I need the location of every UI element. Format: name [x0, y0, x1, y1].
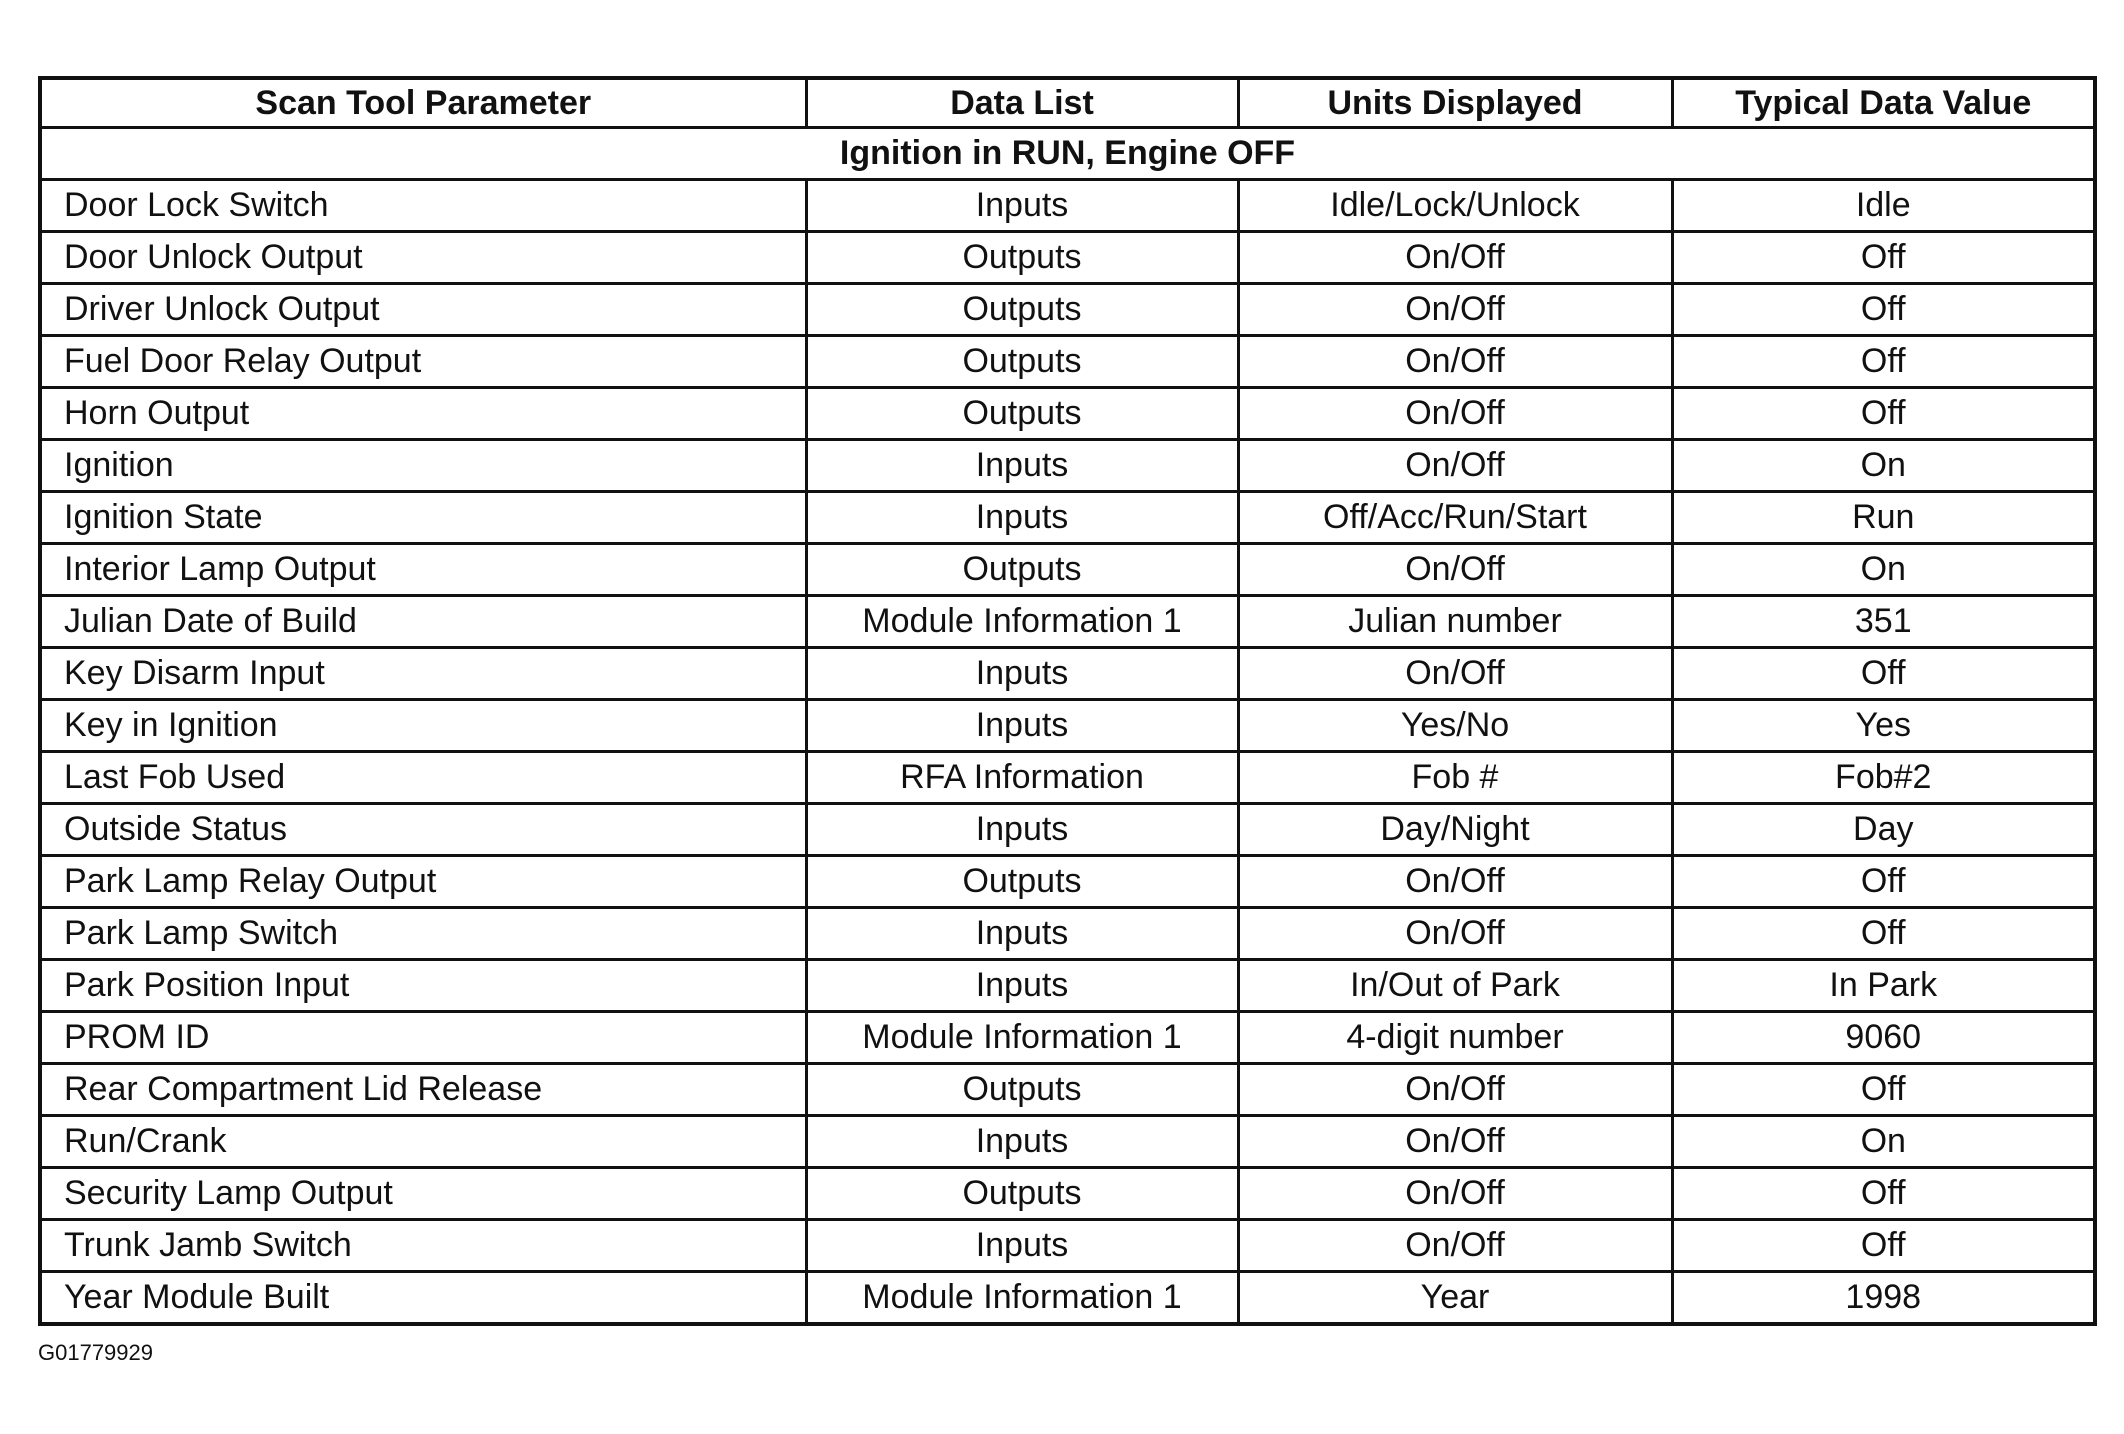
cell-typical-value: Off	[1672, 908, 2095, 960]
table-row	[40, 648, 2095, 700]
table-row	[40, 1220, 2095, 1272]
table-row	[40, 1272, 2095, 1325]
cell-parameter: Park Position Input	[40, 960, 806, 1012]
cell-data-list: Inputs	[806, 440, 1238, 492]
cell-data-list: Outputs	[806, 232, 1238, 284]
table-row	[40, 1012, 2095, 1064]
table-body	[40, 128, 2095, 1325]
header-typical-data-value: Typical Data Value	[1672, 78, 2095, 128]
cell-data-list: Inputs	[806, 648, 1238, 700]
table-row	[40, 388, 2095, 440]
cell-parameter: Outside Status	[40, 804, 806, 856]
table-row	[40, 700, 2095, 752]
cell-units: On/Off	[1238, 908, 1672, 960]
cell-units: On/Off	[1238, 1116, 1672, 1168]
cell-units: Idle/Lock/Unlock	[1238, 180, 1672, 232]
cell-typical-value: Off	[1672, 232, 2095, 284]
table-row	[40, 492, 2095, 544]
cell-typical-value: In Park	[1672, 960, 2095, 1012]
cell-parameter: Driver Unlock Output	[40, 284, 806, 336]
cell-data-list: RFA Information	[806, 752, 1238, 804]
cell-units: On/Off	[1238, 544, 1672, 596]
table-row	[40, 804, 2095, 856]
cell-parameter: Security Lamp Output	[40, 1168, 806, 1220]
section-row	[40, 128, 2095, 180]
cell-units: On/Off	[1238, 1064, 1672, 1116]
cell-parameter: Door Unlock Output	[40, 232, 806, 284]
cell-parameter: Julian Date of Build	[40, 596, 806, 648]
cell-data-list: Outputs	[806, 1064, 1238, 1116]
cell-units: Julian number	[1238, 596, 1672, 648]
cell-units: On/Off	[1238, 284, 1672, 336]
cell-units: Year	[1238, 1272, 1672, 1325]
cell-typical-value: Idle	[1672, 180, 2095, 232]
table-row	[40, 908, 2095, 960]
cell-typical-value: Off	[1672, 648, 2095, 700]
cell-parameter: Key in Ignition	[40, 700, 806, 752]
table-row	[40, 1064, 2095, 1116]
cell-units: Day/Night	[1238, 804, 1672, 856]
cell-units: On/Off	[1238, 440, 1672, 492]
table-row	[40, 180, 2095, 232]
cell-parameter: Trunk Jamb Switch	[40, 1220, 806, 1272]
cell-parameter: Door Lock Switch	[40, 180, 806, 232]
cell-typical-value: On	[1672, 440, 2095, 492]
table-row	[40, 336, 2095, 388]
table-row	[40, 752, 2095, 804]
cell-data-list: Inputs	[806, 492, 1238, 544]
cell-typical-value: On	[1672, 1116, 2095, 1168]
cell-units: In/Out of Park	[1238, 960, 1672, 1012]
cell-parameter: Park Lamp Switch	[40, 908, 806, 960]
cell-units: Yes/No	[1238, 700, 1672, 752]
cell-data-list: Outputs	[806, 336, 1238, 388]
cell-parameter: Interior Lamp Output	[40, 544, 806, 596]
cell-typical-value: Off	[1672, 388, 2095, 440]
header-units-displayed: Units Displayed	[1238, 78, 1672, 128]
table-header	[40, 78, 2095, 128]
table-row	[40, 544, 2095, 596]
cell-units: On/Off	[1238, 232, 1672, 284]
cell-parameter: Run/Crank	[40, 1116, 806, 1168]
cell-typical-value: Off	[1672, 1220, 2095, 1272]
cell-units: On/Off	[1238, 648, 1672, 700]
cell-data-list: Inputs	[806, 908, 1238, 960]
cell-typical-value: Fob#2	[1672, 752, 2095, 804]
cell-parameter: Park Lamp Relay Output	[40, 856, 806, 908]
table-row	[40, 284, 2095, 336]
cell-data-list: Inputs	[806, 1220, 1238, 1272]
cell-units: Off/Acc/Run/Start	[1238, 492, 1672, 544]
table-row	[40, 232, 2095, 284]
cell-data-list: Outputs	[806, 856, 1238, 908]
cell-data-list: Inputs	[806, 804, 1238, 856]
cell-data-list: Outputs	[806, 544, 1238, 596]
cell-data-list: Module Information 1	[806, 1272, 1238, 1325]
header-row	[40, 78, 2095, 128]
cell-parameter: Key Disarm Input	[40, 648, 806, 700]
cell-units: On/Off	[1238, 1168, 1672, 1220]
cell-units: On/Off	[1238, 1220, 1672, 1272]
header-data-list: Data List	[806, 78, 1238, 128]
cell-data-list: Inputs	[806, 700, 1238, 752]
cell-typical-value: 9060	[1672, 1012, 2095, 1064]
cell-units: Fob #	[1238, 752, 1672, 804]
figure-id: G01779929	[38, 1340, 153, 1365]
table-row	[40, 596, 2095, 648]
table-row	[40, 1116, 2095, 1168]
cell-typical-value: On	[1672, 544, 2095, 596]
cell-data-list: Outputs	[806, 1168, 1238, 1220]
table-row	[40, 1168, 2095, 1220]
cell-data-list: Inputs	[806, 1116, 1238, 1168]
cell-typical-value: Off	[1672, 856, 2095, 908]
cell-data-list: Module Information 1	[806, 596, 1238, 648]
cell-data-list: Outputs	[806, 388, 1238, 440]
cell-parameter: PROM ID	[40, 1012, 806, 1064]
section-title: Ignition in RUN, Engine OFF	[40, 128, 2095, 180]
cell-data-list: Module Information 1	[806, 1012, 1238, 1064]
cell-typical-value: Day	[1672, 804, 2095, 856]
cell-parameter: Last Fob Used	[40, 752, 806, 804]
cell-data-list: Outputs	[806, 284, 1238, 336]
cell-typical-value: Off	[1672, 336, 2095, 388]
cell-units: On/Off	[1238, 388, 1672, 440]
table-row	[40, 960, 2095, 1012]
cell-units: On/Off	[1238, 336, 1672, 388]
cell-parameter: Rear Compartment Lid Release	[40, 1064, 806, 1116]
cell-units: 4-digit number	[1238, 1012, 1672, 1064]
cell-parameter: Horn Output	[40, 388, 806, 440]
cell-typical-value: Run	[1672, 492, 2095, 544]
cell-data-list: Inputs	[806, 180, 1238, 232]
cell-typical-value: Yes	[1672, 700, 2095, 752]
cell-typical-value: 351	[1672, 596, 2095, 648]
cell-parameter: Year Module Built	[40, 1272, 806, 1325]
cell-typical-value: Off	[1672, 1064, 2095, 1116]
cell-parameter: Fuel Door Relay Output	[40, 336, 806, 388]
cell-data-list: Inputs	[806, 960, 1238, 1012]
table-row	[40, 856, 2095, 908]
cell-parameter: Ignition State	[40, 492, 806, 544]
cell-typical-value: 1998	[1672, 1272, 2095, 1325]
scan-tool-data-table	[38, 76, 2097, 1326]
cell-units: On/Off	[1238, 856, 1672, 908]
table-row	[40, 440, 2095, 492]
cell-typical-value: Off	[1672, 284, 2095, 336]
cell-parameter: Ignition	[40, 440, 806, 492]
cell-typical-value: Off	[1672, 1168, 2095, 1220]
header-scan-tool-parameter: Scan Tool Parameter	[40, 78, 806, 128]
